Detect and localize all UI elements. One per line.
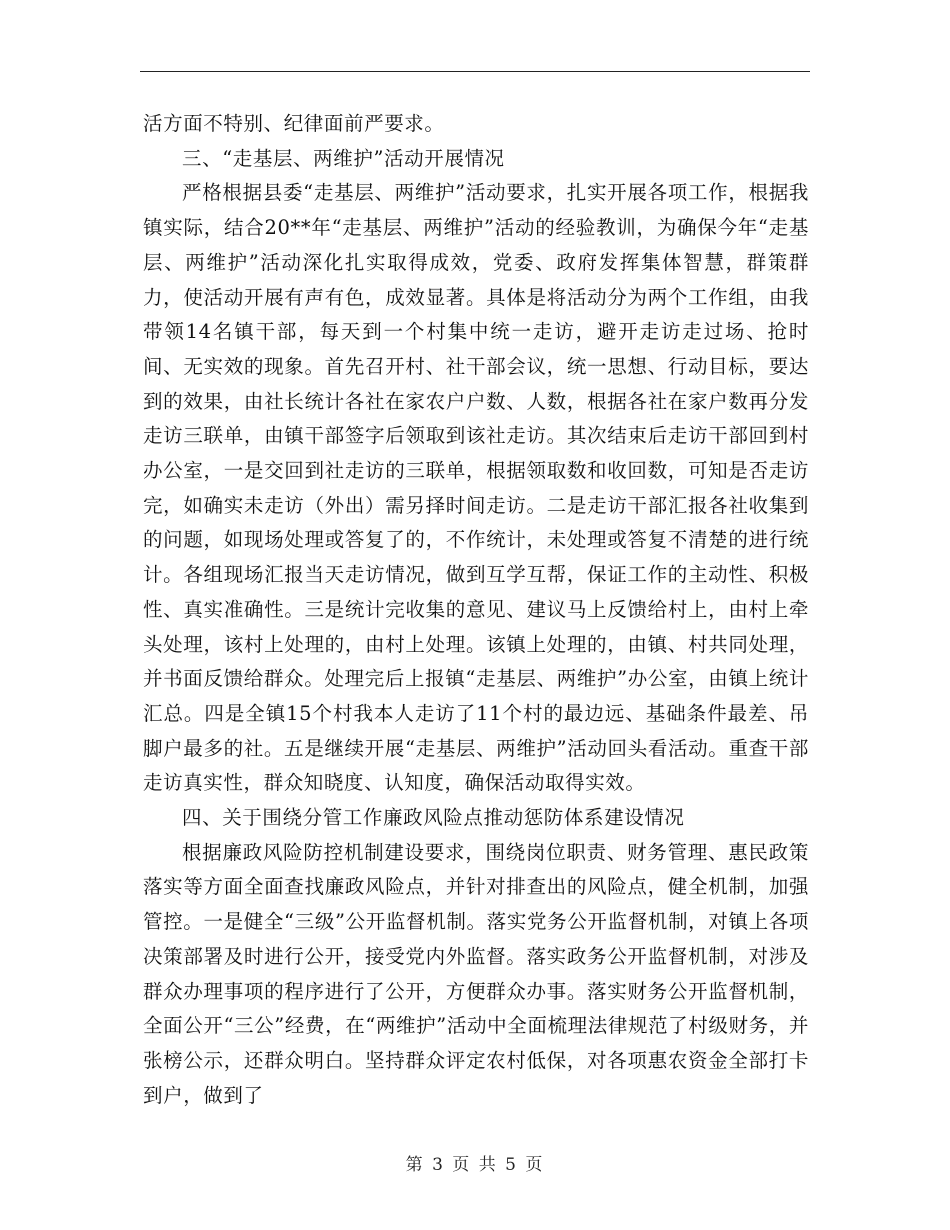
section-heading-3: 三、“走基层、两维护”活动开展情况 [182,146,505,170]
paragraph-section-4-body: 根据廉政风险防控机制建设要求，围绕岗位职责、财务管理、惠民政策落实等方面全面查找廉政风险点，并针对排查出的风险点，健全机制，加强管控。一是健全“三级”公开监督机制。落实党务公开监督机制，对镇上各项决策部署及时进行公开，接受党内外监督。落实政务公开监督机制，对涉及群众办理事项的程序进行了公开，方便群众办事。落实财务公开监督机制，全面公开“三公”经费，在“两维护”活动中全面梳理法律规范了村级财务，并张榜公示，还群众明白。坚持群众评定农村低保，对各项惠农资金全部打卡到户，做到了 [143,840,809,1107]
header-rule [140,71,810,72]
page-number-footer: 第 3 页 共 5 页 [405,1155,545,1175]
paragraph-continuation: 活方面不特别、纪律面前严要求。 [143,112,445,135]
section-heading-4: 四、关于围绕分管工作廉政风险点推动惩防体系建设情况 [182,806,685,830]
paragraph-section-3-body: 严格根据县委“走基层、两维护”活动要求，扎实开展各项工作，根据我镇实际，结合20**年“走基层、两维护”活动的经验教训，为确保今年“走基层、两维护”活动深化扎实取得成效，党委、政府发挥集体智慧，群策群力，使活动开展有声有色，成效显著。具体是将活动分为两个工作组，由我带领14名镇干部，每天到一个村集中统一走访，避开走访走过场、抢时间、无实效的现象。首先召开村、社干部会议，统一思想、行动目标，要达到的效果，由社长统计各社在家农户户数、人数，根据各社在家户数再分发走访三联单，由镇干部签字后领取到该社走访。其次结束后走访干部回到村办公室，一是交回到社走访的三联单，根据领取数和收回数，可知是否走访完，如确实未走访（外出）需另择时间走访。二是走访干部汇报各社收集到的问题，如现场处理或答复了的，不作统计，未处理或答复不清楚的进行统计。各组现场汇报当天走访情况，做到互学互帮，保证工作的主动性、积极性、真实准确性。三是统计完收集的意见、建议马上反馈给村上，由村上牵头处理，该村上处理的，由村上处理。该镇上处理的，由镇、村共同处理，并书面反馈给群众。处理完后上报镇“走基层、两维护”办公室，由镇上统计汇总。四是全镇15个村我本人走访了11个村的最边远、基础条件最差、吊脚户最多的社。五是继续开展“走基层、两维护”活动回头看活动。重查干部走访真实性，群众知晓度、认知度，确保活动取得实效。 [143,181,809,795]
document-body [143,107,809,1113]
